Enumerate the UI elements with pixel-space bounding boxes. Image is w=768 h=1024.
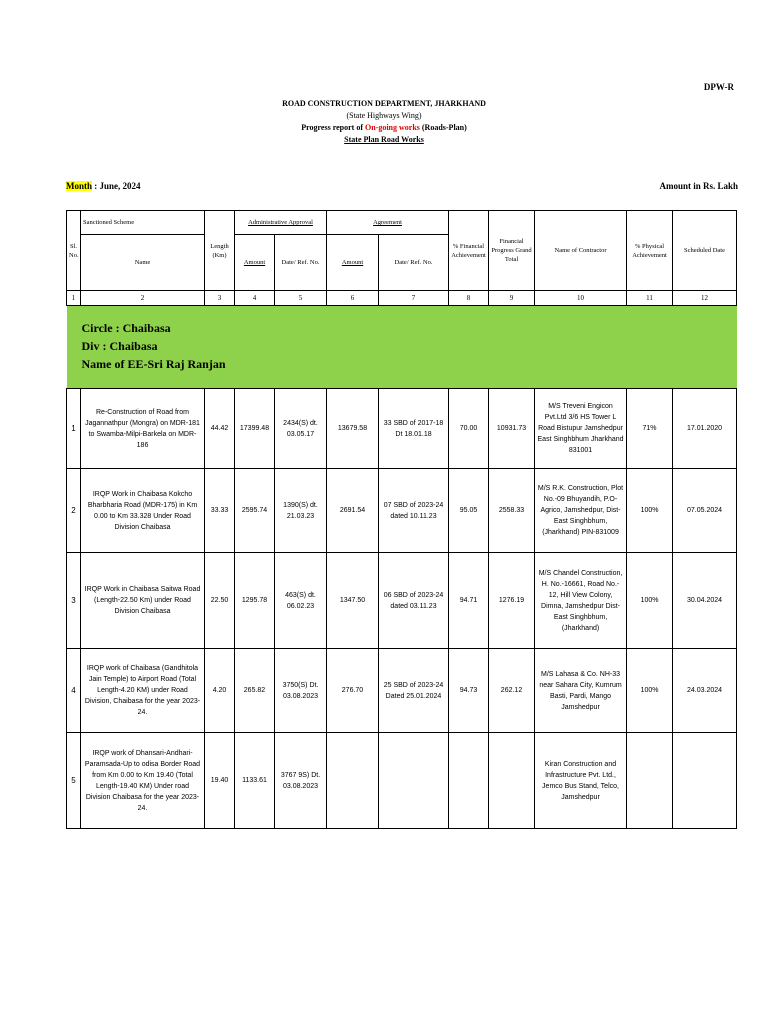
cell-scheme-name: Re-Construction of Road from Jagannathpur (Mongra) on MDR-181 to Swamba-Milpi-Barkela on MDR-186 (81, 389, 205, 469)
col-number: 9 (489, 291, 535, 306)
cell-physical-achievement (627, 733, 673, 829)
cell-financial-achievement (449, 733, 489, 829)
cell-financial-progress: 262.12 (489, 649, 535, 733)
cell-aa-amount: 1295.78 (235, 553, 275, 649)
header-sl-no: Sl. No. (67, 211, 81, 291)
cell-scheme-name: IRQP work of Chaibasa (Gandhitola Jain Temple) to Airport Road (Total Length-4.20 KM) under Road Division, Chaibasa for the year 2023-24. (81, 649, 205, 733)
col-number: 11 (627, 291, 673, 306)
header-aa-amount: Amount (235, 235, 275, 291)
report-title-suffix: (Roads-Plan) (419, 123, 467, 132)
col-number: 5 (275, 291, 327, 306)
cell-financial-achievement: 94.73 (449, 649, 489, 733)
col-number: 12 (673, 291, 737, 306)
header-name: Name (81, 235, 205, 291)
table-row (67, 469, 737, 553)
circle-name: Circle : Chaibasa (81, 321, 171, 335)
cell-aa-amount: 1133.61 (235, 733, 275, 829)
cell-financial-achievement: 70.00 (449, 389, 489, 469)
cell-agreement-amount (327, 733, 379, 829)
cell-scheduled-date: 17.01.2020 (673, 389, 737, 469)
circle-banner-row (67, 306, 737, 389)
header-agreement-ref: Date/ Ref. No. (379, 235, 449, 291)
header-administrative-approval: Administrative Approval (235, 211, 327, 235)
col-number: 3 (205, 291, 235, 306)
col-number: 1 (67, 291, 81, 306)
col-number: 2 (81, 291, 205, 306)
cell-sl-no: 4 (67, 649, 81, 733)
cell-scheduled-date: 07.05.2024 (673, 469, 737, 553)
header-sanctioned-scheme: Sanctioned Scheme (81, 211, 205, 235)
cell-agreement-amount: 276.70 (327, 649, 379, 733)
cell-physical-achievement: 100% (627, 553, 673, 649)
circle-banner (67, 306, 737, 389)
cell-length: 33.33 (205, 469, 235, 553)
table-header (67, 211, 737, 306)
cell-aa-amount: 17399.48 (235, 389, 275, 469)
amount-unit-note: Amount in Rs. Lakh (659, 181, 738, 191)
wing-subtitle: (State Highways Wing) (346, 111, 422, 120)
executive-engineer-name: Name of EE-Sri Raj Ranjan (81, 357, 226, 371)
cell-contractor: M/S Treveni Engicon Pvt.Ltd 3/6 HS Tower L Road Bistupur Jamshedpur East Singhbhum Jharkhand 831001 (535, 389, 627, 469)
month-line (66, 181, 141, 191)
cell-scheduled-date: 24.03.2024 (673, 649, 737, 733)
table-row (67, 553, 737, 649)
progress-table (66, 210, 737, 829)
table-body (67, 389, 737, 829)
cell-financial-progress: 1276.19 (489, 553, 535, 649)
col-number: 7 (379, 291, 449, 306)
cell-scheduled-date: 30.04.2024 (673, 553, 737, 649)
cell-aa-ref: 1390(S) dt. 21.03.23 (275, 469, 327, 553)
col-number: 6 (327, 291, 379, 306)
cell-physical-achievement: 100% (627, 469, 673, 553)
cell-aa-ref: 2434(S) dt. 03.05.17 (275, 389, 327, 469)
cell-contractor: M/S Lahasa & Co. NH-33 near Sahara City, Kumrum Basti, Pardi, Mango Jamshedpur (535, 649, 627, 733)
cell-sl-no: 1 (67, 389, 81, 469)
cell-agreement-amount: 13679.58 (327, 389, 379, 469)
header-length: Length (Km) (205, 211, 235, 291)
cell-agreement-ref: 25 SBD of 2023-24 Dated 25.01.2024 (379, 649, 449, 733)
cell-financial-progress: 10931.73 (489, 389, 535, 469)
header-financial-progress: Financial Progress Grand Total (489, 211, 535, 291)
header-physical-achievement: % Physical Achievement (627, 211, 673, 291)
cell-sl-no: 3 (67, 553, 81, 649)
cell-financial-progress: 2558.33 (489, 469, 535, 553)
col-number: 4 (235, 291, 275, 306)
cell-agreement-ref (379, 733, 449, 829)
cell-aa-ref: 3750(S) Dt. 03.08.2023 (275, 649, 327, 733)
col-number: 10 (535, 291, 627, 306)
header-agreement-amount: Amount (327, 235, 379, 291)
cell-contractor: M/S R.K. Construction, Plot No.-09 Bhuyandih, P.O-Agrico, Jamshedpur, Dist-East Singhbhum, (Jharkhand) PIN-831009 (535, 469, 627, 553)
table-row (67, 733, 737, 829)
header-scheduled-date: Scheduled Date (673, 211, 737, 291)
cell-agreement-amount: 1347.50 (327, 553, 379, 649)
month-label: Month (66, 181, 93, 191)
cell-aa-ref: 3767 9S) Dt. 03.08.2023 (275, 733, 327, 829)
cell-agreement-ref: 33 SBD of 2017-18 Dt 18.01.18 (379, 389, 449, 469)
cell-physical-achievement: 100% (627, 649, 673, 733)
cell-financial-achievement: 95.05 (449, 469, 489, 553)
cell-scheduled-date (673, 733, 737, 829)
cell-agreement-amount: 2691.54 (327, 469, 379, 553)
header-contractor: Name of Contractor (535, 211, 627, 291)
cell-aa-ref: 463(S) dt. 06.02.23 (275, 553, 327, 649)
table-row (67, 389, 737, 469)
cell-physical-achievement: 71% (627, 389, 673, 469)
cell-aa-amount: 265.82 (235, 649, 275, 733)
report-section-title: State Plan Road Works (344, 135, 424, 144)
cell-length: 22.50 (205, 553, 235, 649)
table-row (67, 649, 737, 733)
document-code: DPW-R (703, 82, 734, 92)
division-name: Div : Chaibasa (81, 339, 158, 353)
cell-financial-achievement: 94.71 (449, 553, 489, 649)
department-title: ROAD CONSTRUCTION DEPARTMENT, JHARKHAND (282, 99, 486, 108)
cell-contractor: M/S Chandel Construction, H. No.-16661, Road No.- 12, Hill View Colony, Dimna, Jamshedpur Dist- East Singhbhum, (Jharkhand) (535, 553, 627, 649)
cell-sl-no: 2 (67, 469, 81, 553)
cell-scheme-name: IRQP work of Dhansari-Andhari-Paramsada-Up to odisa Border Road from Km 0.00 to Km 19.40 (Total Length-19.40 KM) Under road Division Chaibasa for the year 2023-24. (81, 733, 205, 829)
cell-length: 19.40 (205, 733, 235, 829)
cell-scheme-name: IRQP Work in Chaibasa Kokcho Bharbharia Road (MDR-175) in Km 0.00 to Km 33.328 Under Road Division Chaibasa (81, 469, 205, 553)
cell-scheme-name: IRQP Work in Chaibasa Saitwa Road (Length-22.50 Km) under Road Division Chaibasa (81, 553, 205, 649)
cell-contractor: Kiran Construction and Infrastructure Pvt. Ltd., Jemco Bus Stand, Telco, Jamshedpur (535, 733, 627, 829)
report-heading (0, 98, 768, 146)
cell-aa-amount: 2595.74 (235, 469, 275, 553)
cell-length: 4.20 (205, 649, 235, 733)
header-financial-achievement: % Financial Achievement (449, 211, 489, 291)
cell-agreement-ref: 06 SBD of 2023-24 dated 03.11.23 (379, 553, 449, 649)
col-number: 8 (449, 291, 489, 306)
month-value: : June, 2024 (92, 181, 141, 191)
header-agreement: Agreement (327, 211, 449, 235)
column-number-row (67, 291, 737, 306)
report-title-highlight: On-going works (364, 123, 420, 132)
report-title-prefix: Progress report of (301, 123, 365, 132)
report-title (0, 122, 768, 134)
cell-agreement-ref: 07 SBD of 2023-24 dated 10.11.23 (379, 469, 449, 553)
header-aa-ref: Date/ Ref. No. (275, 235, 327, 291)
cell-financial-progress (489, 733, 535, 829)
cell-sl-no: 5 (67, 733, 81, 829)
cell-length: 44.42 (205, 389, 235, 469)
